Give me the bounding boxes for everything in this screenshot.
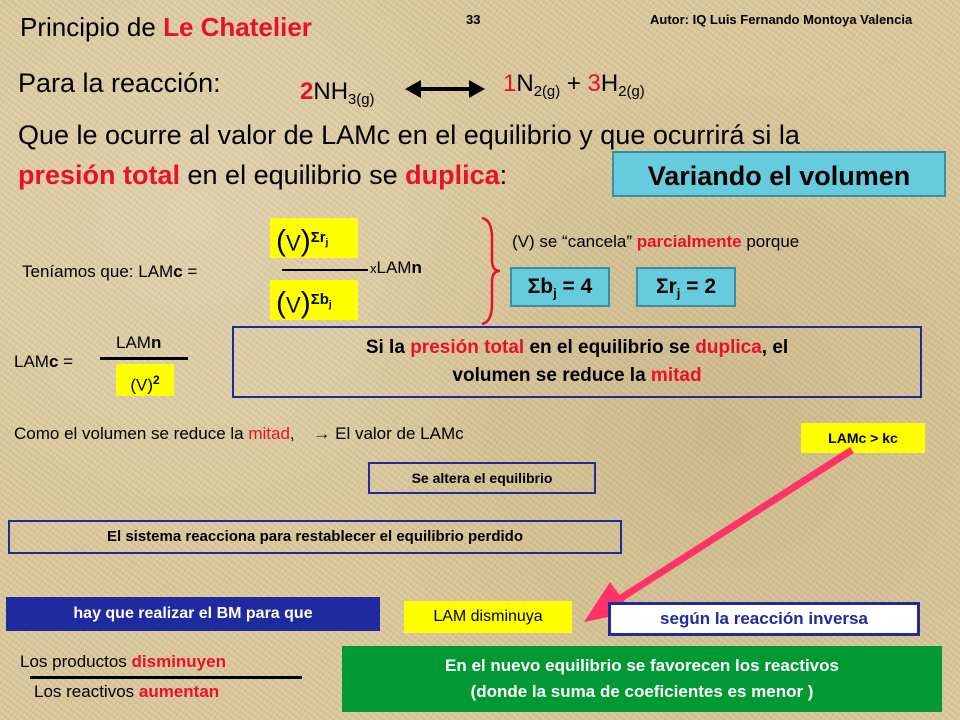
question-mid: en el equilibrio se <box>180 160 406 190</box>
lhs-subscript: 3(g) <box>348 92 375 109</box>
reactants-increase: aumentan <box>138 682 220 701</box>
vl-r1: mitad <box>248 424 290 443</box>
new-eq-line-2: (donde la suma de coeficientes es menor ) <box>470 682 814 701</box>
title-prefix: Principio de <box>20 12 164 42</box>
sum-r-value: = 2 <box>680 275 717 298</box>
sum-r-sub: j <box>676 285 681 301</box>
equilibrium-double-arrow <box>405 78 485 100</box>
lhs-species: NH <box>313 78 349 105</box>
products-text: Los productos <box>20 652 132 671</box>
rhs1-subscript: 2(g) <box>533 84 561 101</box>
products-reactants-divider <box>30 676 302 679</box>
rhs1-coefficient: 1 <box>503 70 517 97</box>
sum-r-label: Σr <box>655 275 677 298</box>
new-equilibrium-box <box>342 646 942 712</box>
num-exp-sub: j <box>325 237 329 249</box>
reactants-line <box>34 682 219 702</box>
sum-b-value: = 4 <box>556 275 593 298</box>
reaction-lhs <box>300 78 374 108</box>
pressure-explanation-box <box>232 326 922 398</box>
altered-equilibrium-box: Se altera el equilibrio <box>368 462 596 494</box>
pb-r2: duplica <box>695 337 762 358</box>
pb-r1: presión total <box>410 337 525 358</box>
cancel-suffix: porque <box>741 232 800 251</box>
f2-lhs-bold: c <box>48 352 59 371</box>
mult-lam-bold: n <box>411 258 422 277</box>
right-arrow-icon: → <box>313 424 331 443</box>
varying-volume-box: Variando el volumen <box>612 151 946 197</box>
formula1-prefix-text: Teníamos que: LAM <box>22 262 174 281</box>
pb-p3: , el <box>761 337 789 358</box>
inverse-reaction-box: según la reacción inversa <box>608 602 920 636</box>
formula2-fraction-bar <box>100 357 188 360</box>
mult-sign: x <box>370 261 377 276</box>
question-double: duplica <box>405 160 500 190</box>
right-brace-icon <box>478 216 502 326</box>
den-exp-sub: j <box>328 299 332 311</box>
sum-b-label: Σb <box>527 275 554 298</box>
pb-p2: en el equilibrio se <box>524 337 696 358</box>
pressure-line-1 <box>234 334 920 362</box>
bm-label-box: hay que realizar el BM para que <box>6 597 380 631</box>
author: Autor: IQ Luis Fernando Montoya Valencia <box>650 12 913 27</box>
formula2-numerator <box>116 333 161 353</box>
formula1-denominator: $(V)^{\Sigma b_j}$ <box>270 280 358 320</box>
den-base: V <box>286 292 301 318</box>
rhs2-subscript: 2(g) <box>618 84 645 101</box>
formula1-prefix-bold: c <box>173 262 183 281</box>
formula2-denominator <box>116 364 174 396</box>
vl-p1: Como el volumen se reduce la <box>14 424 249 443</box>
products-decrease: disminuyen <box>131 652 226 671</box>
f2-den: (V) <box>130 375 153 395</box>
volume-line <box>14 424 464 444</box>
plus-sign: + <box>566 70 581 97</box>
formula1-fraction-bar <box>282 269 368 271</box>
formula1-multiplier <box>370 258 422 278</box>
sum-b-sub: j <box>553 285 557 301</box>
products-line <box>20 652 226 672</box>
pb-r3: mitad <box>650 365 702 386</box>
question-colon: : <box>499 160 508 190</box>
new-eq-line-1: En el nuevo equilibrio se favorecen los reactivos <box>445 656 839 675</box>
sum-r-box <box>636 267 736 307</box>
f2-eq: = <box>58 352 74 371</box>
system-reacts-box: El sistema reacciona para restablecer el equilibrio perdido <box>8 520 622 554</box>
rhs2-coefficient: 3 <box>587 70 601 97</box>
reaction-intro: Para la reacción: <box>18 68 221 98</box>
rhs2-species: H <box>600 70 619 97</box>
lam-decrease-box: LAM disminuya <box>404 601 572 633</box>
cancel-text <box>512 232 799 252</box>
formula1-prefix <box>22 262 197 282</box>
cancel-prefix: (V) se “cancela” <box>512 232 637 251</box>
page-title <box>20 12 312 43</box>
num-base: V <box>286 230 301 256</box>
question-pressure: presión total <box>18 160 181 190</box>
question-line-1: Que le ocurre al valor de LAMc en el equilibrio y que ocurrirá si la <box>18 120 800 150</box>
formula2-lhs <box>14 352 73 372</box>
reaction-rhs <box>503 70 645 100</box>
pb-p4: volumen se reduce la <box>452 365 651 386</box>
pressure-line-2 <box>234 362 920 390</box>
vl-p2: , <box>289 424 295 443</box>
rhs1-species: N <box>516 70 534 97</box>
num-exp: Σr <box>310 229 326 246</box>
question-line-2 <box>18 160 507 191</box>
lamc-greater-kc-badge: LAMc > kc <box>801 423 925 453</box>
f2-den-exp: 2 <box>152 373 160 387</box>
formula1-equals: = <box>182 262 198 281</box>
pb-p1: Si la <box>365 337 411 358</box>
sum-b-box <box>510 267 610 307</box>
reactants-text: Los reactivos <box>34 682 139 701</box>
vl-p3: El valor de LAMc <box>330 424 464 443</box>
f2-lhs: LAM <box>14 352 49 371</box>
f2-num: LAM <box>116 333 151 352</box>
den-exp: Σb <box>310 291 329 308</box>
slide-number: 33 <box>466 12 481 27</box>
cancel-highlight: parcialmente <box>636 232 742 251</box>
mult-lam: LAM <box>376 258 412 277</box>
title-highlight: Le Chatelier <box>163 12 312 42</box>
formula1-numerator: $(V)^{\Sigma r_j}$ <box>270 218 358 258</box>
f2-num-bold: n <box>150 333 162 352</box>
lhs-coefficient: 2 <box>300 78 314 105</box>
